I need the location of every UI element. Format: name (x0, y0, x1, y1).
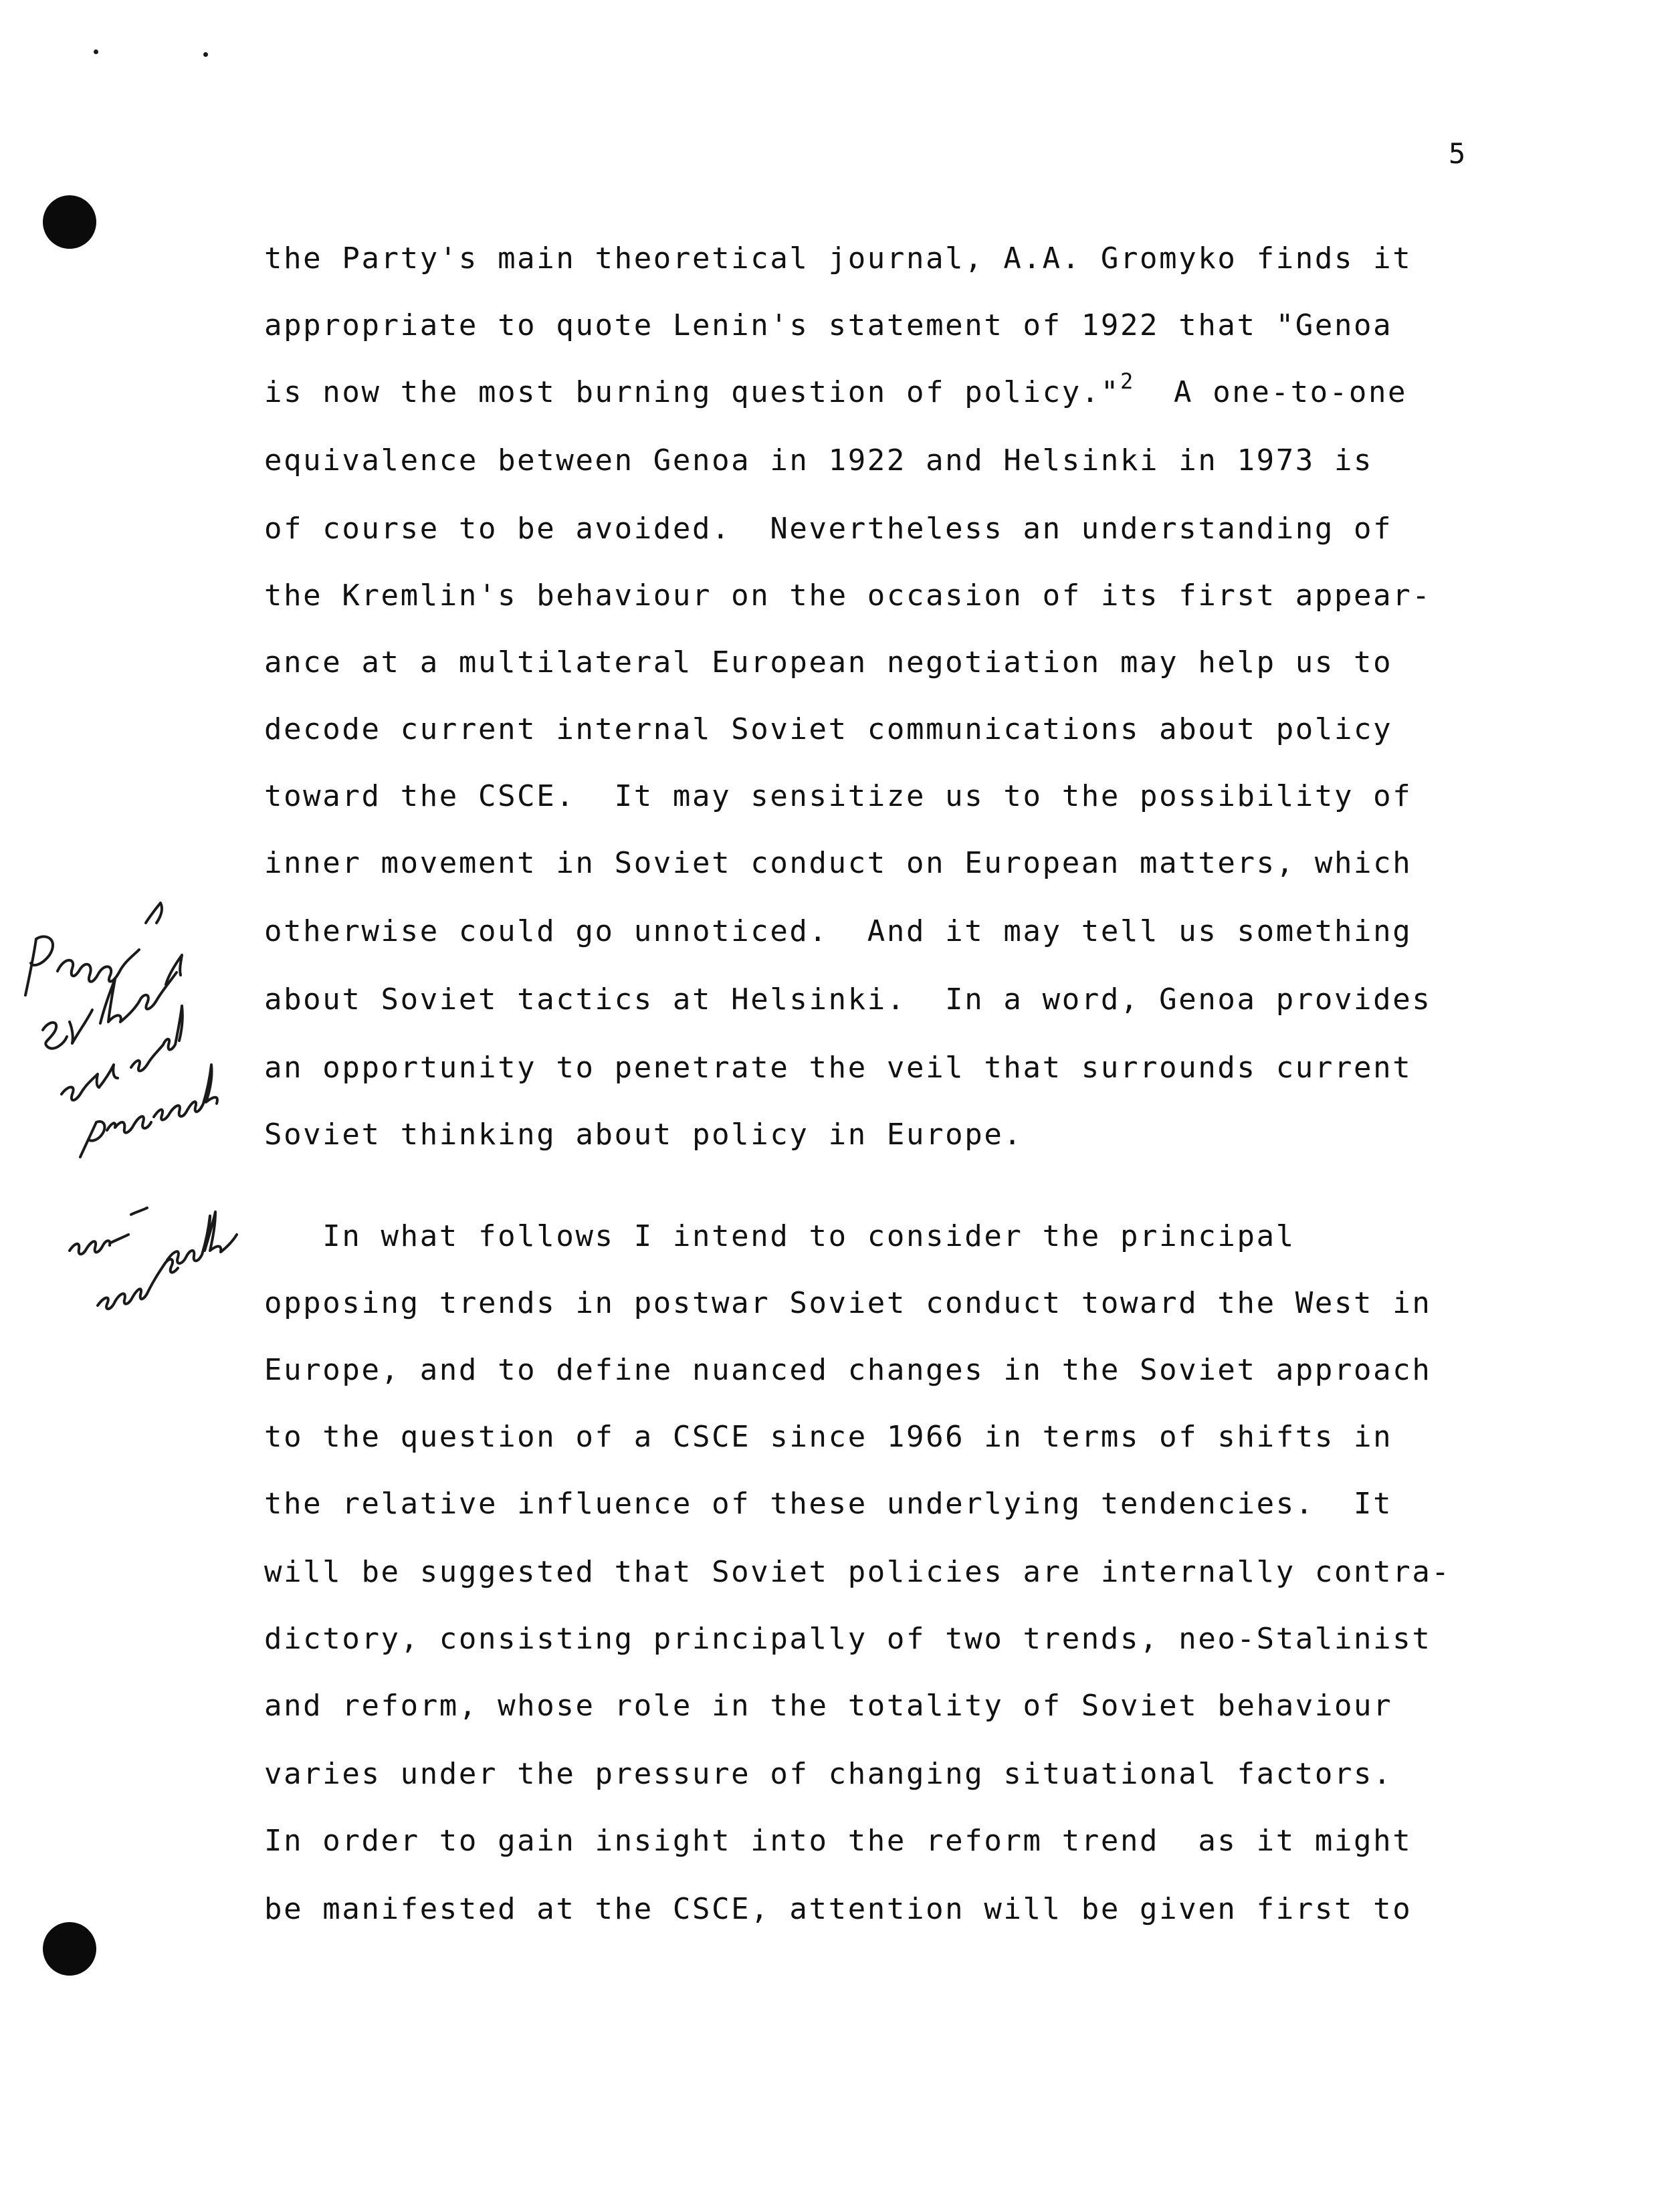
text-line: toward the CSCE. It may sensitize us to the possibility of (264, 779, 1412, 813)
page-number: 5 (1449, 137, 1466, 170)
text-line: Europe, and to define nuanced changes in the Soviet approach (264, 1353, 1432, 1387)
text-line: be manifested at the CSCE, attention will be given first to (264, 1892, 1412, 1926)
text-line (264, 369, 1408, 409)
text-line: the relative influence of these underlying tendencies. It (264, 1487, 1393, 1521)
text-line: to the question of a CSCE since 1966 in terms of shifts in (264, 1420, 1393, 1454)
text-line: inner movement in Soviet conduct on European matters, which (264, 846, 1412, 880)
text-line: the Party's main theoretical journal, A.A. Gromyko finds it (264, 241, 1412, 276)
text-line: dictory, consisting principally of two trends, neo-Stalinist (264, 1622, 1432, 1656)
text-line: about Soviet tactics at Helsinki. In a word, Genoa provides (264, 982, 1432, 1017)
text-line: varies under the pressure of changing situational factors. (264, 1757, 1393, 1791)
text-line: the Kremlin's behaviour on the occasion of its first appear- (264, 579, 1432, 613)
text-line: will be suggested that Soviet policies are internally contra- (264, 1555, 1451, 1589)
text-line: decode current internal Soviet communications about policy (264, 712, 1393, 746)
text-line: an opportunity to penetrate the veil that surrounds current (264, 1051, 1412, 1085)
text-line: otherwise could go unnoticed. And it may tell us something (264, 914, 1412, 948)
text-line: and reform, whose role in the totality of Soviet behaviour (264, 1689, 1393, 1723)
text-line: In order to gain insight into the reform trend as it might (264, 1824, 1412, 1858)
text-line: In what follows I intend to consider the principal (264, 1219, 1295, 1253)
handwritten-margin-note (0, 0, 281, 1338)
text-line: equivalence between Genoa in 1922 and Helsinki in 1973 is (264, 443, 1374, 478)
text-line: Soviet thinking about policy in Europe. (264, 1118, 1023, 1152)
punch-hole-bottom (43, 1922, 96, 1976)
footnote-marker: 2 (1120, 369, 1135, 394)
text-line: appropriate to quote Lenin's statement of 1922 that "Genoa (264, 308, 1393, 342)
text-line-tail: A one-to-one (1134, 375, 1408, 409)
text-line-head: is now the most burning question of policy." (264, 375, 1120, 409)
text-line: of course to be avoided. Nevertheless an understanding of (264, 512, 1393, 546)
text-line: ance at a multilateral European negotiation may help us to (264, 645, 1393, 679)
text-line: opposing trends in postwar Soviet conduct toward the West in (264, 1286, 1432, 1320)
